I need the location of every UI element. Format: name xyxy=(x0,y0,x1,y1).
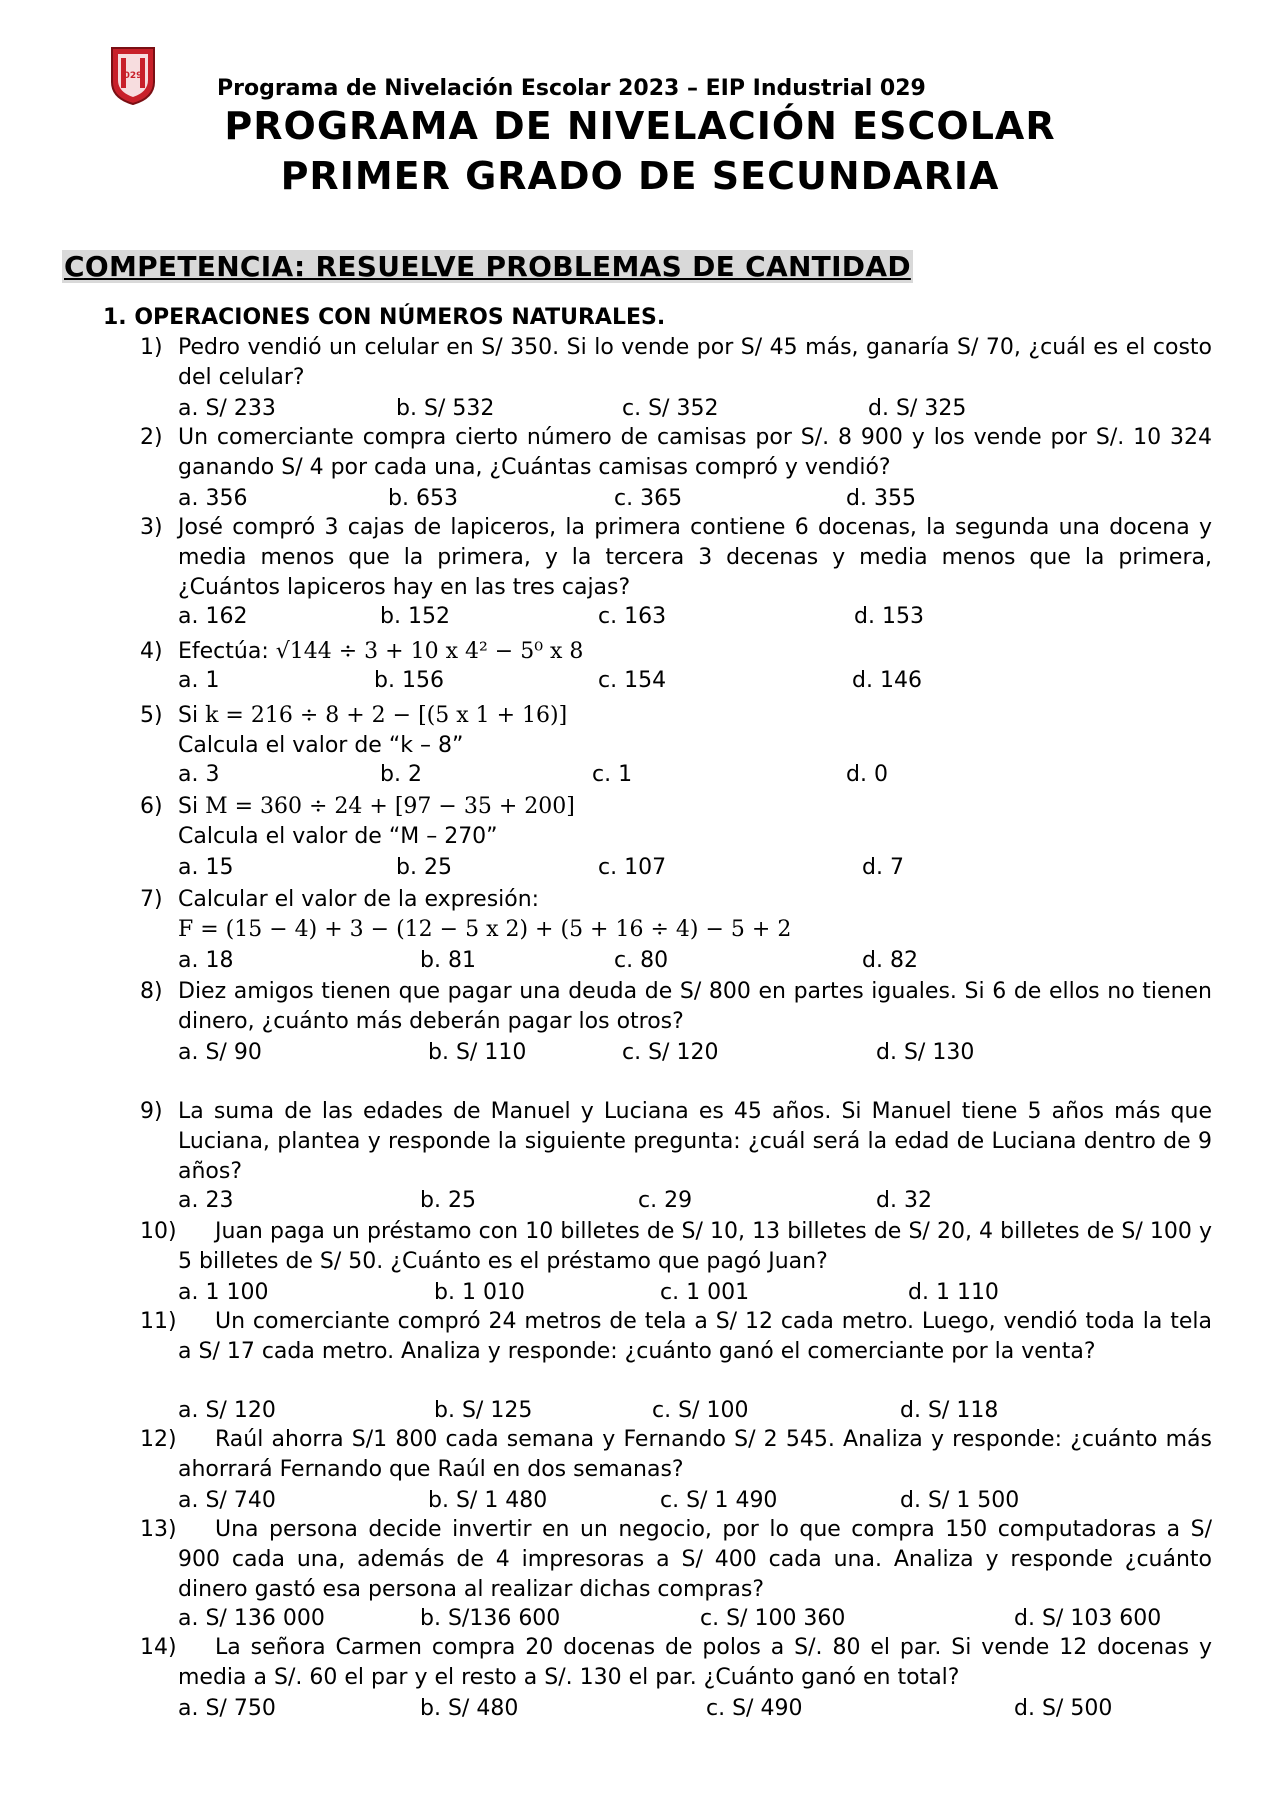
option-d: d. S/ 130 xyxy=(876,1040,975,1065)
option-b: b. S/ 125 xyxy=(434,1398,533,1423)
option-a: a. S/ 233 xyxy=(178,396,276,421)
option-a: a. 3 xyxy=(178,762,220,787)
option-b: b. 25 xyxy=(396,855,452,880)
option-d: d. 355 xyxy=(846,486,916,511)
option-c: c. S/ 100 360 xyxy=(700,1606,846,1631)
option-a: a. 1 xyxy=(178,668,220,693)
option-a: a. S/ 740 xyxy=(178,1488,276,1513)
option-a: a. 356 xyxy=(178,486,248,511)
option-b: b. 152 xyxy=(380,604,450,629)
question-number: 12) xyxy=(140,1427,177,1452)
option-d: d. S/ 1 500 xyxy=(900,1488,1020,1513)
question-text: José compró 3 cajas de lapiceros, la primera contiene 6 docenas, la segunda una docena y media menos que la primera, y la tercera 3 decenas y media menos que la primera, ¿Cuántos lapiceros hay en las tres cajas? xyxy=(178,515,1212,600)
option-c: c. S/ 100 xyxy=(652,1398,749,1423)
option-c: c. 154 xyxy=(598,668,667,693)
option-a: a. 18 xyxy=(178,948,234,973)
question-number: 6) xyxy=(140,794,163,819)
question-number: 10) xyxy=(140,1219,177,1244)
math-expression: M = 360 ÷ 24 + [97 − 35 + 200] xyxy=(205,794,575,819)
option-a: a. S/ 120 xyxy=(178,1398,276,1423)
question-subtext: Calcula el valor de “k – 8” xyxy=(178,733,464,758)
option-d: d. 146 xyxy=(852,668,922,693)
option-d: d. S/ 325 xyxy=(868,396,967,421)
option-b: b. S/ 110 xyxy=(428,1040,527,1065)
option-c: c. S/ 490 xyxy=(706,1696,803,1721)
option-c: c. 1 xyxy=(592,762,633,787)
question-number: 14) xyxy=(140,1635,177,1660)
option-d: d. 0 xyxy=(846,762,888,787)
competencia-heading: COMPETENCIA: RESUELVE PROBLEMAS DE CANTIDAD xyxy=(64,250,911,283)
question-text: La suma de las edades de Manuel y Luciana es 45 años. Si Manuel tiene 5 años más que Luciana, plantea y responde la siguiente pregunta: ¿cuál será la edad de Luciana dentro de 9 años? xyxy=(178,1099,1212,1184)
option-b: b. S/136 600 xyxy=(420,1606,561,1631)
question-number: 1) xyxy=(140,335,163,360)
option-a: a. S/ 90 xyxy=(178,1040,262,1065)
option-b: b. S/ 480 xyxy=(420,1696,519,1721)
question-text: Pedro vendió un celular en S/ 350. Si lo vende por S/ 45 más, ganaría S/ 70, ¿cuál es el costo del celular? xyxy=(178,335,1212,390)
page-title-line-1: PROGRAMA DE NIVELACIÓN ESCOLAR xyxy=(224,104,1056,148)
option-a: a. S/ 750 xyxy=(178,1696,276,1721)
option-d: d. 32 xyxy=(876,1188,932,1213)
option-c: c. S/ 352 xyxy=(622,396,719,421)
option-a: a. 23 xyxy=(178,1188,234,1213)
option-b: b. 2 xyxy=(380,762,422,787)
question-text: Diez amigos tienen que pagar una deuda de S/ 800 en partes iguales. Si 6 de ellos no tienen dinero, ¿cuánto más deberán pagar los otros? xyxy=(178,979,1212,1034)
option-b: b. 156 xyxy=(374,668,444,693)
option-d: d. 82 xyxy=(862,948,918,973)
option-d: d. S/ 118 xyxy=(900,1398,999,1423)
option-b: b. 25 xyxy=(420,1188,476,1213)
math-expression: F = (15 − 4) + 3 − (12 − 5 x 2) + (5 + 16 ÷ 4) − 5 + 2 xyxy=(178,917,792,942)
option-a: a. S/ 136 000 xyxy=(178,1606,325,1631)
logo-text: 029 xyxy=(123,71,143,81)
question-number: 5) xyxy=(140,703,163,728)
question-text: Efectúa: xyxy=(178,639,269,664)
option-c: c. S/ 1 490 xyxy=(660,1488,778,1513)
question-text: Un comerciante compra cierto número de camisas por S/. 8 900 y los vende por S/. 10 324 ganando S/ 4 por cada una, ¿Cuántas camisas compró y vendió? xyxy=(178,425,1212,480)
school-crest-logo xyxy=(108,44,158,106)
math-expression: k = 216 ÷ 8 + 2 − [(5 x 1 + 16)] xyxy=(205,703,568,728)
option-a: a. 1 100 xyxy=(178,1280,269,1305)
question-number: 3) xyxy=(140,515,163,540)
question-text: Una persona decide invertir en un negocio, por lo que compra 150 computadoras a S/ 900 cada una, además de 4 impresoras a S/ 400 cada una. Analiza y responde ¿cuánto dinero gastó esa persona al realizar dichas compras? xyxy=(178,1517,1212,1602)
page-title-line-2: PRIMER GRADO DE SECUNDARIA xyxy=(280,154,1000,198)
program-line: Programa de Nivelación Escolar 2023 – EIP Industrial 029 xyxy=(217,76,926,101)
question-number: 9) xyxy=(140,1099,163,1124)
option-c: c. 107 xyxy=(598,855,667,880)
question-text: Raúl ahorra S/1 800 cada semana y Fernando S/ 2 545. Analiza y responde: ¿cuánto más ahorrará Fernando que Raúl en dos semanas? xyxy=(178,1427,1212,1482)
question-text: Si xyxy=(178,794,199,819)
option-b: b. 653 xyxy=(388,486,458,511)
question-text: Un comerciante compró 24 metros de tela a S/ 12 cada metro. Luego, vendió toda la tela a S/ 17 cada metro. Analiza y responde: ¿cuánto ganó el comerciante por la venta? xyxy=(178,1309,1212,1364)
question-subtext: Calcula el valor de “M – 270” xyxy=(178,824,498,849)
question-number: 7) xyxy=(140,887,163,912)
option-c: c. 365 xyxy=(614,486,683,511)
question-text: Juan paga un préstamo con 10 billetes de S/ 10, 13 billetes de S/ 20, 4 billetes de S/ 100 y 5 billetes de S/ 50. ¿Cuánto es el préstamo que pagó Juan? xyxy=(178,1219,1212,1274)
option-d: d. 1 110 xyxy=(908,1280,999,1305)
question-number: 13) xyxy=(140,1517,177,1542)
question-text: Calcular el valor de la expresión: xyxy=(178,887,540,912)
option-d: d. S/ 103 600 xyxy=(1014,1606,1162,1631)
option-d: d. 153 xyxy=(854,604,924,629)
option-b: b. 81 xyxy=(420,948,476,973)
option-c: c. 163 xyxy=(598,604,667,629)
option-b: b. S/ 532 xyxy=(396,396,495,421)
option-c: c. 80 xyxy=(614,948,669,973)
option-b: b. 1 010 xyxy=(434,1280,525,1305)
question-number: 2) xyxy=(140,425,163,450)
question-number: 11) xyxy=(140,1309,177,1334)
question-text: La señora Carmen compra 20 docenas de polos a S/. 80 el par. Si vende 12 docenas y media a S/. 60 el par y el resto a S/. 130 el par. ¿Cuánto ganó en total? xyxy=(178,1635,1212,1690)
question-number: 4) xyxy=(140,639,163,664)
option-a: a. 162 xyxy=(178,604,248,629)
section-heading: 1. OPERACIONES CON NÚMEROS NATURALES. xyxy=(103,305,666,330)
option-d: d. 7 xyxy=(862,855,904,880)
option-c: c. 29 xyxy=(638,1188,693,1213)
question-text: Si xyxy=(178,703,199,728)
option-c: c. S/ 120 xyxy=(622,1040,719,1065)
option-c: c. 1 001 xyxy=(660,1280,750,1305)
question-number: 8) xyxy=(140,979,163,1004)
option-a: a. 15 xyxy=(178,855,234,880)
option-b: b. S/ 1 480 xyxy=(428,1488,548,1513)
option-d: d. S/ 500 xyxy=(1014,1696,1113,1721)
math-expression: √144 ÷ 3 + 10 x 4² − 5⁰ x 8 xyxy=(275,639,584,664)
